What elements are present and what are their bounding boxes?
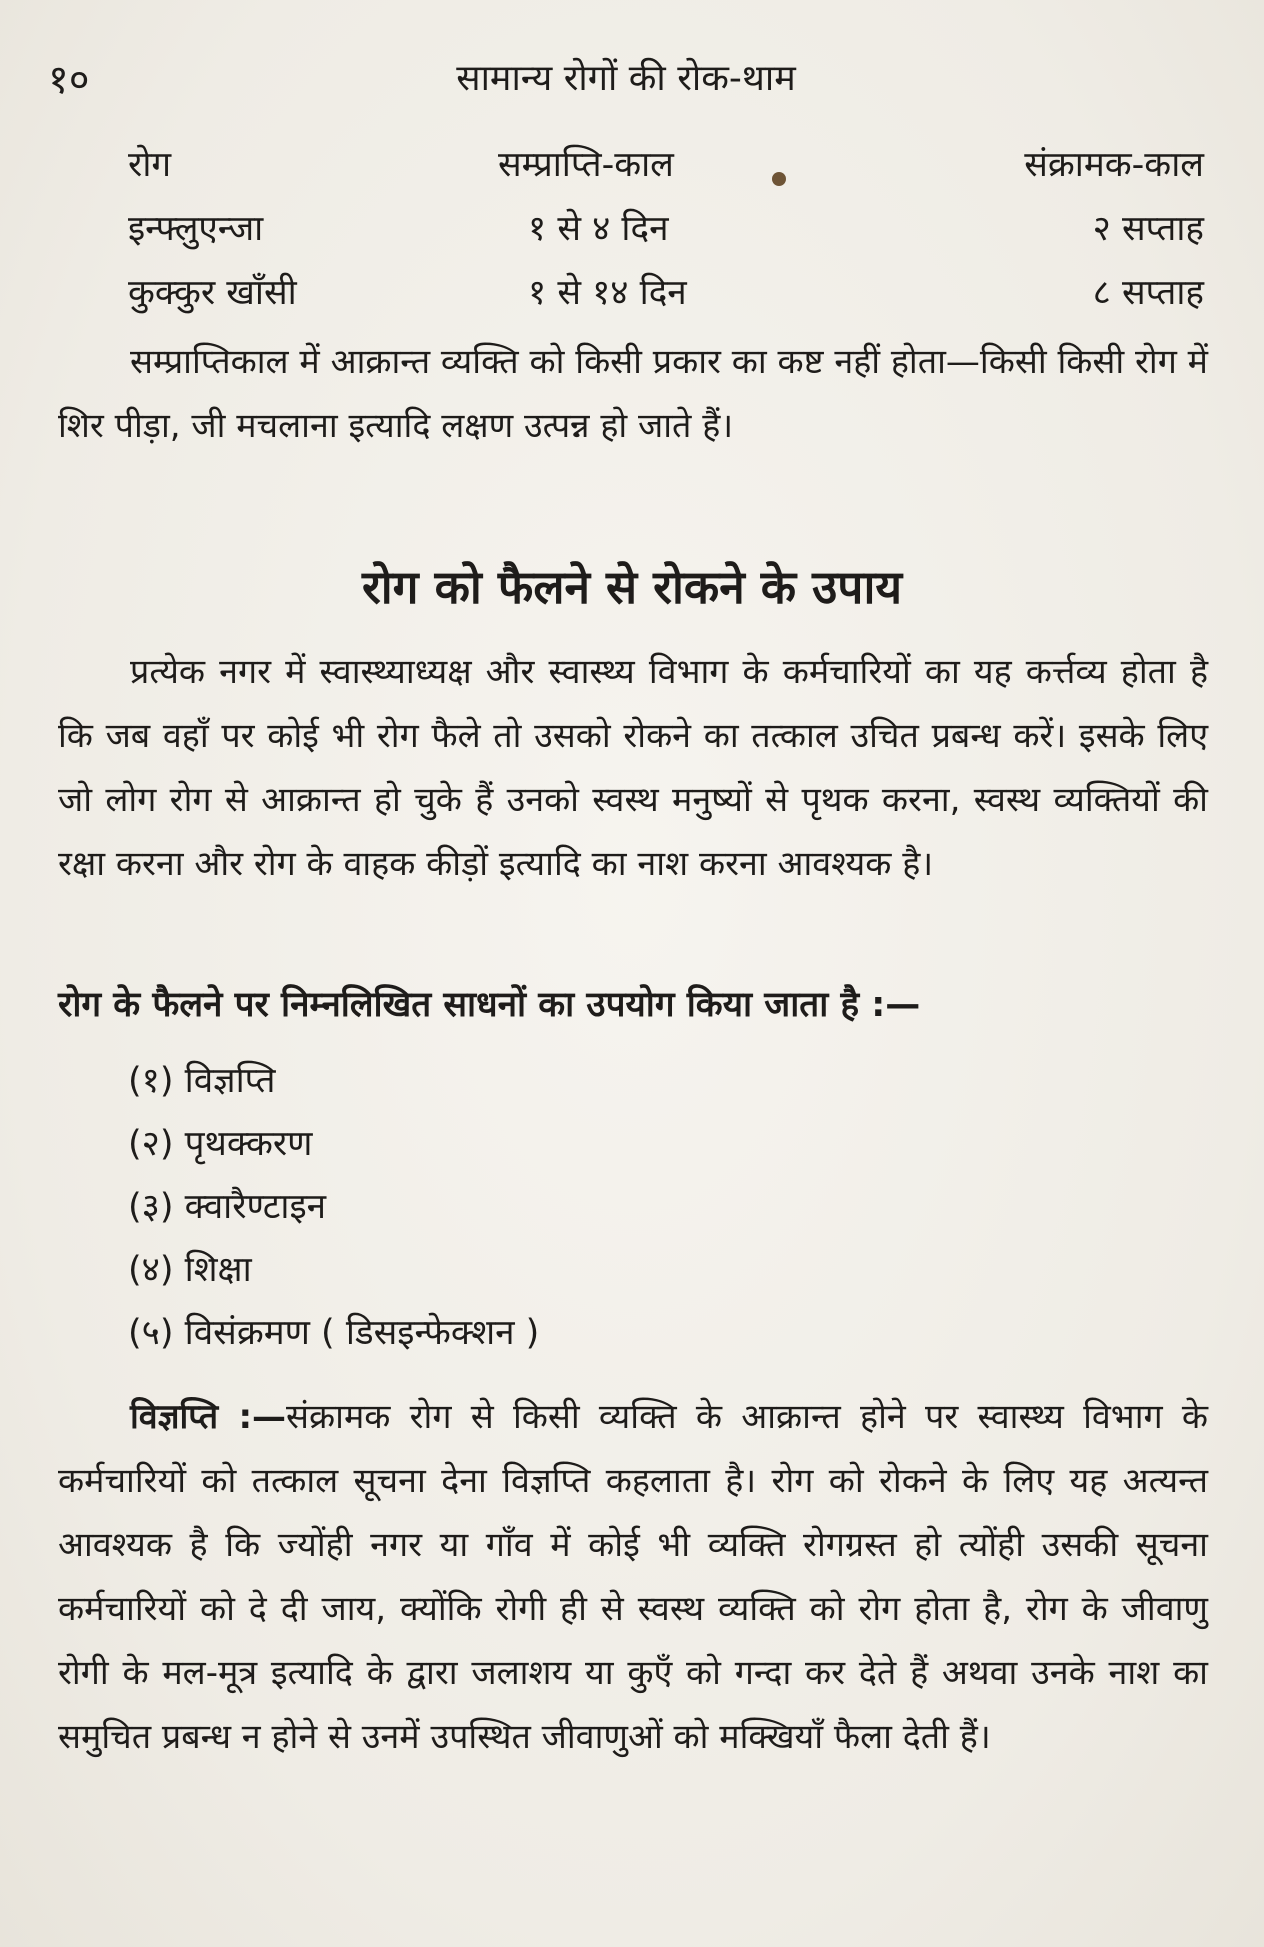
list-item: (३) क्वारैण्टाइन: [128, 1187, 327, 1227]
table-row: [128, 268, 1204, 332]
table-cell: इन्फ्लुएन्जा: [128, 209, 264, 249]
list-item: (१) विज्ञप्ति: [128, 1061, 276, 1101]
table-cell: १ से १४ दिन: [528, 273, 687, 313]
running-title: सामान्य रोगों की रोक-थाम: [456, 58, 796, 99]
table-header-cell: संक्रामक-काल: [1024, 145, 1204, 185]
table-cell: २ सप्ताह: [1092, 209, 1204, 249]
table-cell: कुक्कुर खाँसी: [128, 273, 297, 313]
section-heading: रोग को फैलने से रोकने के उपाय: [361, 560, 903, 614]
list-item: (२) पृथक्करण: [128, 1124, 313, 1164]
paragraph-notification: [58, 1385, 1208, 1769]
table-header-cell: सम्प्राप्ति-काल: [498, 145, 674, 185]
paragraph-incubation-note: सम्प्राप्तिकाल में आक्रान्त व्यक्ति को किसी प्रकार का कष्ट नहीं होता—किसी किसी रोग में शिर पीड़ा, जी मचलाना इत्यादि लक्षण उत्पन्न हो जाते हैं।: [58, 342, 1208, 446]
list-item: (५) विसंक्रमण ( डिसइन्फेक्शन ): [128, 1313, 540, 1353]
table-cell: ८ सप्ताह: [1092, 273, 1204, 313]
means-heading: रोग के फैलने पर निम्नलिखित साधनों का उपयोग किया जाता है :—: [58, 985, 921, 1025]
notification-lead: विज्ञप्ति :—: [130, 1397, 287, 1437]
paragraph-prevention: प्रत्येक नगर में स्वास्थ्याध्यक्ष और स्वास्थ्य विभाग के कर्मचारियों का यह कर्त्तव्य होता है कि जब वहाँ पर कोई भी रोग फैले तो उसको रोकने का तत्काल उचित प्रबन्ध करें। इसके लिए जो लोग रोग से आक्रान्त हो चुके हैं उनको स्वस्थ मनुष्यों से पृथक करना, स्वस्थ व्यक्तियों की रक्षा करना और रोग के वाहक कीड़ों इत्यादि का नाश करना आवश्यक है।: [58, 652, 1208, 884]
means-list: [128, 1050, 539, 1365]
page-header: [48, 48, 1204, 108]
table-cell: १ से ४ दिन: [528, 209, 669, 249]
page-number: १०: [48, 57, 90, 103]
table-header-cell: रोग: [128, 145, 172, 185]
notification-text: संक्रामक रोग से किसी व्यक्ति के आक्रान्त होने पर स्वास्थ्य विभाग के कर्मचारियों को तत्काल सूचना देना विज्ञप्ति कहलाता है। रोग को रोकने के लिए यह अत्यन्त आवश्यक है कि ज्योंही नगर या गाँव में कोई भी व्यक्ति रोगग्रस्त हो त्योंही उसकी सूचना कर्मचारियों को दे दी जाय, क्योंकि रोगी ही से स्वस्थ व्यक्ति को रोग होता है, रोग के जीवाणु रोगी के मल-मूत्र इत्यादि के द्वारा जलाशय या कुएँ को गन्दा कर देते हैं अथवा उनके नाश का समुचित प्रबन्ध न होने से उनमें उपस्थित जीवाणुओं को मक्खियाँ फैला देती हैं।: [58, 1397, 1208, 1757]
table-header-row: [128, 140, 1204, 204]
table-row: [128, 204, 1204, 268]
list-item: (४) शिक्षा: [128, 1250, 252, 1290]
incubation-table: [128, 140, 1204, 332]
